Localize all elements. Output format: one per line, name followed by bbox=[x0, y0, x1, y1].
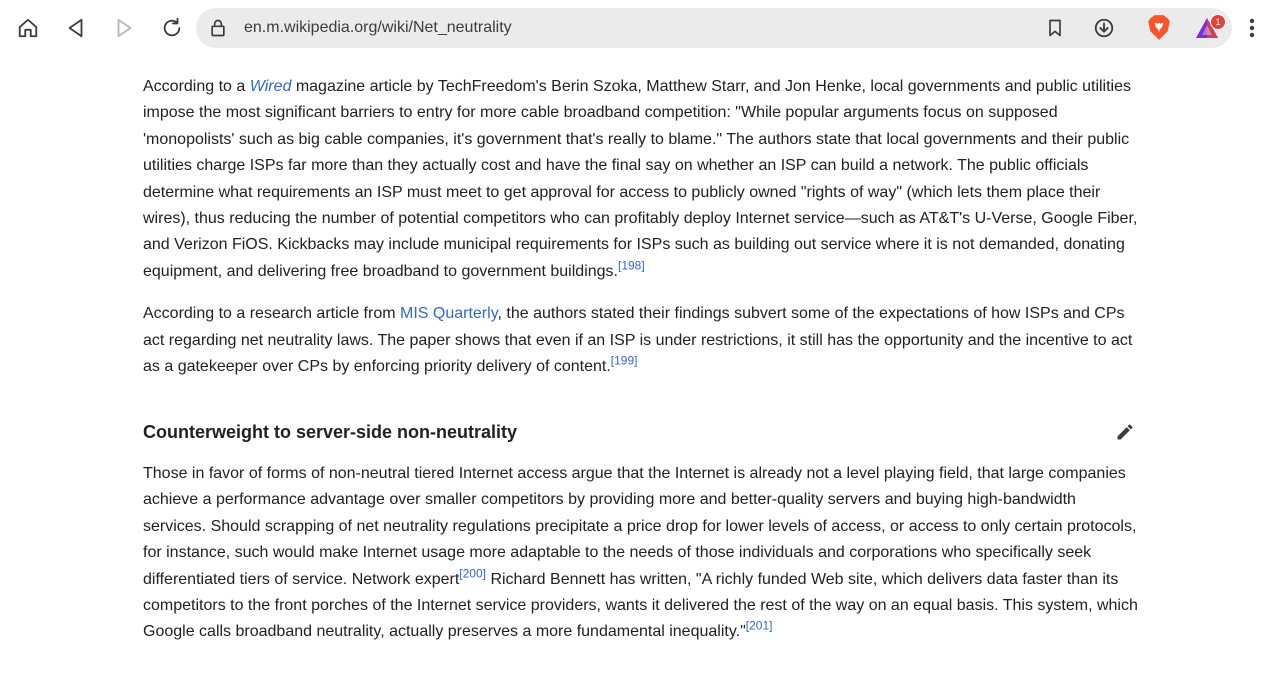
mis-quarterly-link[interactable]: MIS Quarterly bbox=[400, 305, 498, 323]
bookmark-button[interactable] bbox=[1043, 16, 1067, 40]
citation-link[interactable]: [200] bbox=[459, 566, 486, 581]
notification-badge: 1 bbox=[1210, 14, 1226, 30]
text-span: Richard Bennett has written, "A richly funded Web site, which delivers data faster than its competitors to the front porches of the Internet service providers, wants it delivered the rest of the way on an equal basis. This system, which Google calls broadband neutrality, actually preserves a more fundamental inequality." bbox=[143, 570, 1138, 641]
home-button[interactable] bbox=[12, 12, 44, 44]
paragraph-mis-quarterly bbox=[143, 301, 1139, 380]
browser-toolbar bbox=[0, 0, 1280, 56]
address-bar[interactable] bbox=[196, 8, 1232, 48]
brave-lion-icon bbox=[1146, 14, 1172, 42]
edit-section-button[interactable] bbox=[1113, 420, 1137, 444]
forward-button[interactable] bbox=[108, 12, 140, 44]
paragraph-wired bbox=[143, 74, 1139, 285]
article-body bbox=[143, 74, 1139, 380]
citation-198[interactable] bbox=[618, 259, 645, 273]
download-icon bbox=[1093, 17, 1115, 39]
back-button[interactable] bbox=[60, 12, 92, 44]
section-header bbox=[143, 417, 1139, 447]
text-span: , the authors stated their findings subvert some of the expectations of how ISPs and CPs act regarding net neutrality laws. The paper shows that even if an ISP is under restrictions, it still has the opportunity and the incentive to act as a gatekeeper over CPs by enforcing priority delivery of content. bbox=[143, 305, 1133, 376]
text-span: According to a bbox=[143, 78, 250, 95]
more-vertical-icon bbox=[1248, 17, 1256, 39]
reload-button[interactable] bbox=[156, 12, 188, 44]
citation-link[interactable]: [198] bbox=[617, 258, 645, 273]
download-button[interactable] bbox=[1092, 16, 1116, 40]
paragraph-counterweight bbox=[143, 461, 1139, 646]
menu-button[interactable] bbox=[1236, 12, 1268, 44]
bookmark-icon bbox=[1045, 18, 1065, 38]
citation-link[interactable]: [201] bbox=[745, 619, 773, 634]
text-span: Those in favor of forms of non-neutral tiered Internet access argue that the Internet is already not a level playing field, that large companies achieve a performance advantage over smaller competitors by providing more and better-quality servers and buying high-bandwidth services. Should scrapping of net neutrality regulations precipitate a price drop for lower levels of access, or access to only certain protocols, for instance, such would make Internet usage more adaptable to the needs of those individuals and corporations who specifically seek differentiated tiers of service. Network expert bbox=[143, 465, 1137, 588]
text-span: According to a research article from bbox=[143, 305, 400, 323]
url-text[interactable]: en.m.wikipedia.org/wiki/Net_neutrality bbox=[244, 19, 512, 36]
back-arrow-icon bbox=[65, 17, 87, 39]
pencil-icon bbox=[1115, 422, 1135, 442]
citation-199[interactable] bbox=[611, 354, 638, 368]
reload-icon bbox=[161, 17, 183, 39]
lock-icon bbox=[208, 18, 228, 43]
citation-link[interactable]: [199] bbox=[610, 353, 638, 368]
text-span: magazine article by TechFreedom's Berin Szoka, Matthew Starr, and Jon Henke, local governments and public utilities impose the most significant barriers to entry for more cable broadband competition: "While popular arguments focus on supposed 'monopolists' such as big cable companies, it's government that's really to blame." The authors state that local governments and their public utilities charge ISPs far more than they actually cost and have the final say on whether an ISP can build a network. The public officials determine what requirements an ISP must meet to get approval for access to publicly owned "rights of way" (which lets them place their wires), thus reducing the number of potential competitors who can profitably deploy Internet service—such as AT&T's U-Verse, Google Fiber, and Verizon FiOS. Kickbacks may include municipal requirements for ISPs such as building out service where it is not demanded, donating equipment, and delivering free broadband to government buildings. bbox=[143, 78, 1138, 280]
wired-link[interactable]: Wired bbox=[249, 78, 292, 95]
brave-shields-button[interactable] bbox=[1143, 12, 1175, 44]
home-icon bbox=[17, 17, 39, 39]
forward-arrow-icon bbox=[113, 17, 135, 39]
citation-200[interactable] bbox=[459, 566, 486, 580]
section-body bbox=[143, 461, 1139, 646]
citation-201[interactable] bbox=[746, 619, 773, 633]
section-heading: Counterweight to server-side non-neutrality bbox=[143, 422, 518, 442]
